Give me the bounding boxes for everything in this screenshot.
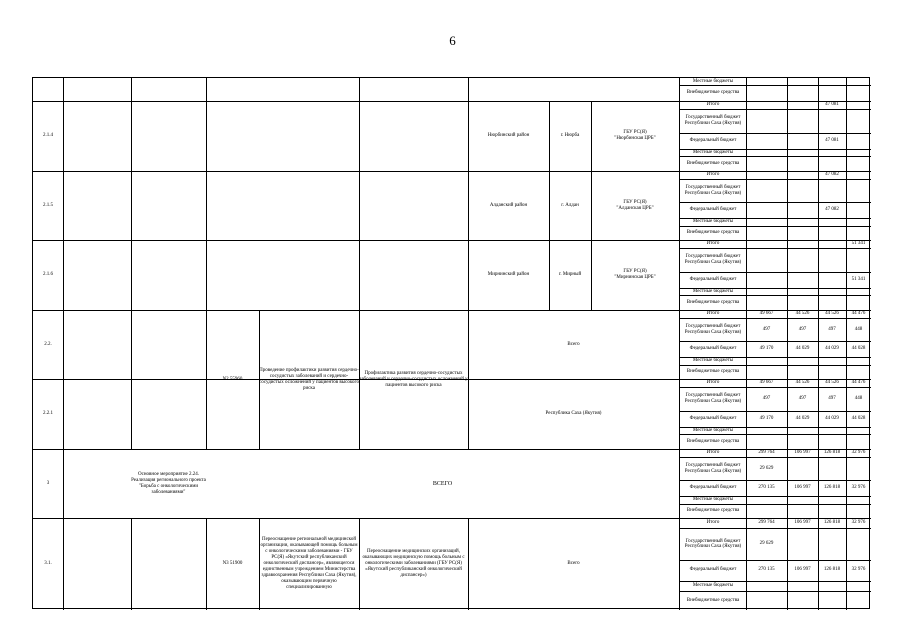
budget-row-divider — [679, 272, 871, 273]
total-label: ВСЕГО — [432, 480, 453, 487]
block-3-label-federal: Федеральный бюджет — [689, 346, 737, 352]
block-2-value: 51 341 — [851, 240, 866, 246]
block-4-label-state: Государственный бюджет Республики Саха (Якутия) — [684, 393, 742, 404]
block-3-value: 44 526 — [795, 310, 810, 316]
budget-row-divider — [679, 496, 871, 497]
block-1-label-local: Местные бюджеты — [692, 218, 734, 224]
event-name: Основное мероприятие 2.24. Реализация регионального проекта "Борьба с онкологическими заболеваниями" — [131, 471, 206, 495]
block-6-value: 299 764 — [758, 520, 775, 526]
block-4-value: 44 029 — [825, 415, 839, 421]
budget-row-divider — [679, 434, 871, 435]
location-name: Республика Саха (Якутия) — [545, 411, 602, 416]
block-3-value: 49 170 — [759, 346, 774, 352]
col-line — [63, 78, 64, 610]
district-name: Нюрбинский район — [487, 133, 530, 138]
district-name: Мирнинский район — [487, 272, 530, 277]
block-0-label-total: Итого — [706, 102, 720, 108]
project-number: N3 51900 — [222, 561, 243, 566]
block-4-label-total: Итого — [706, 380, 720, 386]
block-3-value: 44 028 — [851, 346, 866, 352]
block-4-label-extra: Внебюджетные средства — [686, 438, 740, 444]
block-5-value: 106 997 — [794, 449, 811, 455]
block-5-label-total: Итого — [706, 450, 720, 456]
block-6-value: 32 976 — [851, 567, 866, 573]
project-goal: Профилактика развития сердечно-сосудистых заболеваний и сердечно-сосудистых осложнений у пациентов высокого риска — [359, 370, 468, 388]
block-5-label-extra: Внебюджетные средства — [686, 507, 740, 513]
project-number: N2 55960 — [222, 376, 243, 382]
block-5-value: 126 818 — [823, 485, 841, 491]
block-0-label-state: Государственный бюджет Республики Саха (Якутия) — [684, 115, 742, 126]
col-line — [131, 78, 132, 449]
organization-name: ГБУ РС(Я) "Мирнинская ЦРБ" — [614, 269, 656, 280]
town-name: г. Нюрба — [560, 133, 580, 138]
block-0-label-local: Местные бюджеты — [692, 149, 734, 155]
town-name: г. Мирный — [558, 272, 582, 277]
budget-row-divider — [679, 156, 871, 157]
block-4-value: 44 476 — [851, 379, 866, 385]
budget-row-divider — [679, 504, 871, 505]
block-2-label-local: Местные бюджеты — [692, 288, 734, 294]
block-5-value: 270 135 — [758, 485, 775, 491]
block-1-label-total: Итого — [706, 172, 720, 178]
block-3-label-total: Итого — [706, 311, 720, 317]
block-5-label-state: Государственный бюджет Республики Саха (Якутия) — [684, 463, 742, 474]
block-3-value: 44 029 — [825, 346, 839, 352]
block-3-value: 44 029 — [795, 346, 810, 352]
block-6-value: 106 997 — [794, 567, 811, 573]
row-id: 2.2. — [44, 341, 52, 347]
block-3-label-state: Государственный бюджет Республики Саха (Якутия) — [684, 324, 742, 335]
block-4-value: 448 — [854, 395, 863, 401]
block-6-label-extra: Внебюджетные средства — [686, 597, 740, 603]
block-1-label-federal: Федеральный бюджет — [689, 207, 737, 213]
budget-row-divider — [679, 226, 871, 227]
block-5-value: 29 629 — [759, 465, 774, 471]
budget-row-divider — [679, 85, 871, 86]
block-4-label-federal: Федеральный бюджет — [689, 415, 737, 421]
block-4-value: 49 170 — [759, 415, 774, 421]
budget-row-divider — [679, 149, 871, 150]
block-4-value: 497 — [762, 395, 771, 401]
budget-row-divider — [679, 591, 871, 592]
continued-label: Внебюджетные средства — [686, 90, 740, 96]
block-5-value: 32 976 — [851, 449, 866, 455]
budget-row-divider — [679, 179, 871, 180]
block-3-value: 49 667 — [759, 310, 774, 316]
block-0-label-federal: Федеральный бюджет — [689, 137, 737, 143]
block-4-value: 497 — [798, 395, 807, 401]
budget-row-divider — [679, 218, 871, 219]
block-4-value: 497 — [828, 395, 836, 401]
block-6-label-state: Государственный бюджет Республики Саха (Якутия) — [684, 538, 742, 550]
block-5-label-federal: Федеральный бюджет — [689, 485, 737, 491]
block-3-label-extra: Внебюджетные средства — [686, 368, 740, 374]
row-id: 2.1.4 — [43, 133, 53, 138]
block-5-label-local: Местные бюджеты — [692, 496, 734, 502]
budget-row-divider — [679, 288, 871, 289]
col-line — [679, 78, 680, 610]
location-name: Всего — [567, 561, 580, 566]
block-1-label-state: Государственный бюджет Республики Саха (Якутия) — [684, 185, 742, 196]
row-id: 2.2.1 — [43, 411, 53, 416]
block-3-value: 448 — [854, 326, 863, 332]
block-4-label-local: Местные бюджеты — [692, 427, 734, 433]
block-2-label-extra: Внебюджетные средства — [686, 299, 740, 305]
block-5-value: 126 818 — [823, 449, 841, 455]
district-name: Алданский район — [489, 202, 528, 208]
block-4-value: 49 667 — [759, 379, 774, 385]
block-6-label-local: Местные бюджеты — [692, 582, 734, 588]
block-2-label-state: Государственный бюджет Республики Саха (Якутия) — [684, 254, 742, 265]
col-line — [131, 518, 132, 610]
block-6-value: 106 997 — [794, 520, 811, 526]
block-1-value: 47 082 — [825, 171, 839, 177]
organization-name: ГБУ РС(Я) "Нюрбинская ЦРБ" — [614, 130, 656, 141]
block-2-label-total: Итого — [706, 241, 720, 247]
block-5-value: 106 997 — [794, 485, 811, 491]
block-3-value: 44 476 — [851, 310, 866, 316]
row-id: 3.1. — [44, 561, 52, 566]
budget-row-divider — [679, 365, 871, 366]
page-number: 6 — [449, 33, 456, 48]
block-4-value: 44 028 — [851, 415, 866, 421]
block-5-value: 299 764 — [758, 449, 775, 455]
block-3-value: 497 — [762, 326, 771, 332]
block-6-value: 29 629 — [759, 541, 774, 547]
block-0-value: 47 081 — [825, 101, 839, 107]
budget-row-divider — [679, 581, 871, 582]
block-6-value: 32 976 — [851, 520, 866, 526]
budget-row-divider — [679, 109, 871, 110]
town-name: г. Алдан — [561, 202, 579, 208]
row-id: 2.1.5 — [43, 202, 53, 208]
block-0-label-extra: Внебюджетные средства — [686, 160, 740, 166]
block-4-value: 44 526 — [795, 379, 810, 385]
project-goal: Переоснащение медицинских организаций, оказывающих медицинскую помощь больным с онкологическими заболеваниями (ГБУ РС(Я) «Якутский республиканский онкологический диспансер») — [362, 549, 465, 578]
project-description: Переоснащение региональной медицинской организации, оказывающей помощь больным с онкологическими заболеваниями - ГБУ РС(Я) «Якутский республиканский онкологический диспансер», являющегося единственным учреждением Министерства здравоохранения Республики Саха (Якутия), оказывающим первичную специализированную — [260, 537, 358, 590]
block-1-value: 47 082 — [825, 207, 839, 213]
block-3-label-local: Местные бюджеты — [692, 357, 734, 363]
block-6-value: 270 135 — [758, 567, 775, 573]
block-4-value: 44 526 — [825, 379, 839, 385]
location-name: Всего — [567, 341, 580, 347]
budget-row-divider — [679, 295, 871, 296]
block-2-value: 51 341 — [851, 276, 866, 282]
budget-table — [32, 77, 870, 609]
block-0-value: 47 081 — [825, 137, 839, 143]
block-6-value: 126 818 — [823, 520, 841, 526]
block-5-value: 32 976 — [851, 485, 866, 491]
block-3-value: 44 526 — [825, 310, 839, 316]
block-6-label-total: Итого — [706, 520, 720, 526]
block-3-value: 497 — [798, 326, 807, 332]
row-id: 3 — [46, 480, 50, 486]
project-description: Проведение профилактики развития сердечно-сосудистых заболеваний и сердечно-сосудистых осложнений у пациентов высокого риска — [259, 367, 359, 391]
budget-row-divider — [679, 427, 871, 428]
organization-name: ГБУ РС(Я) "Алданская ЦРБ" — [616, 199, 654, 211]
continued-label: Местные бюджеты — [692, 78, 734, 84]
block-2-label-federal: Федеральный бюджет — [689, 276, 737, 282]
block-3-value: 497 — [828, 326, 836, 332]
budget-row-divider — [679, 248, 871, 249]
block-6-value: 126 818 — [823, 567, 841, 573]
block-1-label-extra: Внебюджетные средства — [686, 229, 740, 235]
row-id: 2.1.6 — [43, 272, 53, 277]
budget-row-divider — [679, 357, 871, 358]
block-4-value: 44 029 — [795, 415, 810, 421]
block-6-label-federal: Федеральный бюджет — [689, 567, 737, 573]
